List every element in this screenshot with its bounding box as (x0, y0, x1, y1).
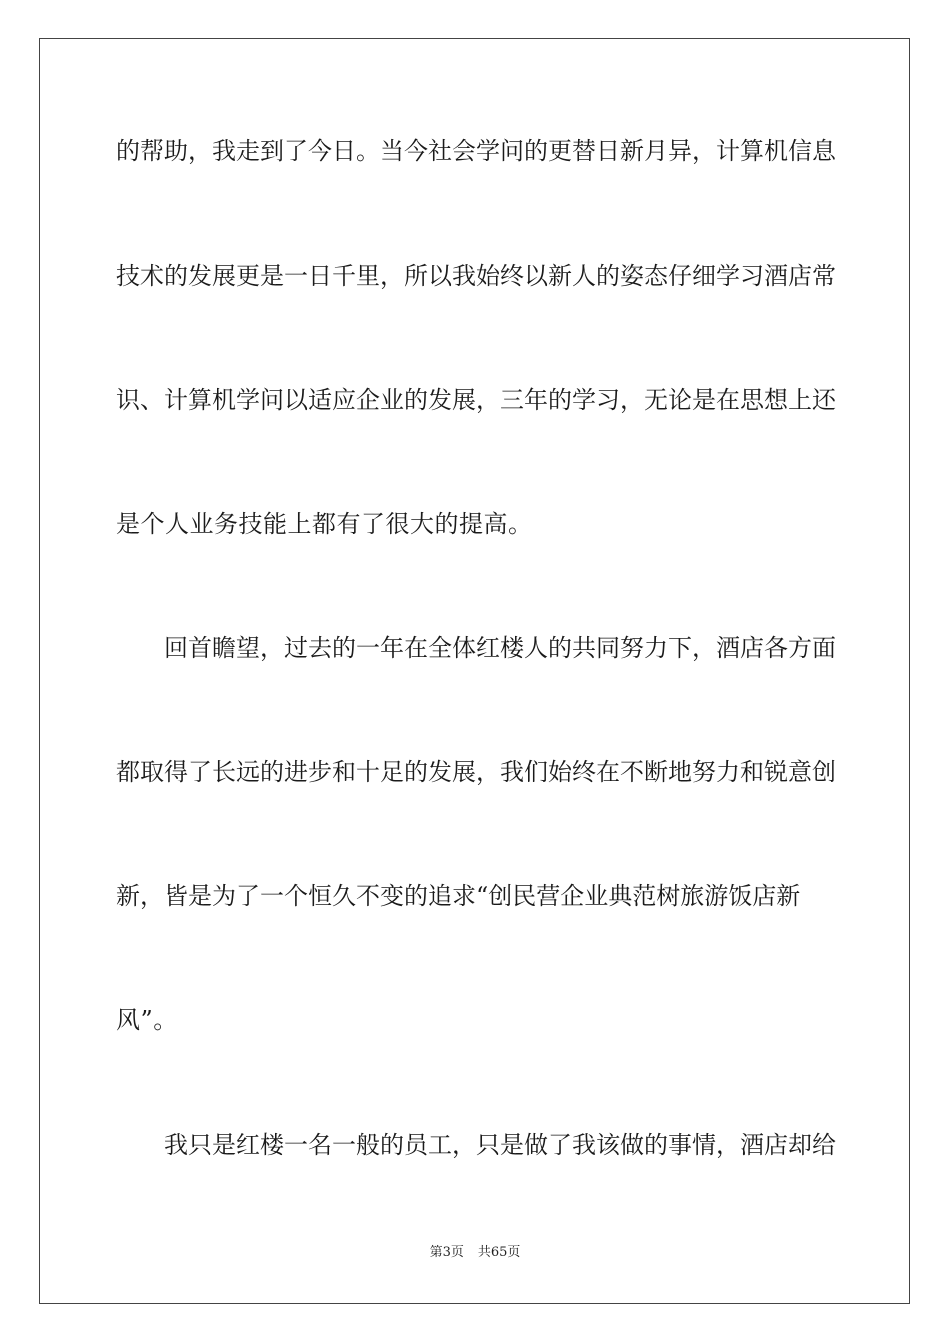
body-text-line: 都取得了长远的进步和十足的发展，我们始终在不断地努力和锐意创 (116, 758, 836, 786)
paragraph-first-line: 回首瞻望，过去的一年在全体红楼人的共同努力下，酒店各方面 (164, 634, 836, 662)
body-text-line: 是个人业务技能上都有了很大的提高。 (116, 510, 533, 538)
page-footer (0, 1244, 950, 1262)
paragraph-first-line: 我只是红楼一名一般的员工，只是做了我该做的事情，酒店却给 (164, 1131, 836, 1159)
body-text-line: 识、计算机学问以适应企业的发展，三年的学习，无论是在思想上还 (116, 386, 836, 414)
body-text-line: 技术的发展更是一日千里，所以我始终以新人的姿态仔细学习酒店常 (116, 262, 836, 290)
body-text-line: 风”。 (116, 1006, 178, 1034)
body-text-line: 的帮助，我走到了今日。当今社会学问的更替日新月异，计算机信息 (116, 137, 836, 165)
page-number: 第3页 (429, 1245, 464, 1260)
page-border (39, 38, 910, 1304)
page-total: 共65页 (477, 1245, 521, 1260)
body-text-line: 新，皆是为了一个恒久不变的追求“创民营企业典范树旅游饭店新 (116, 882, 801, 910)
